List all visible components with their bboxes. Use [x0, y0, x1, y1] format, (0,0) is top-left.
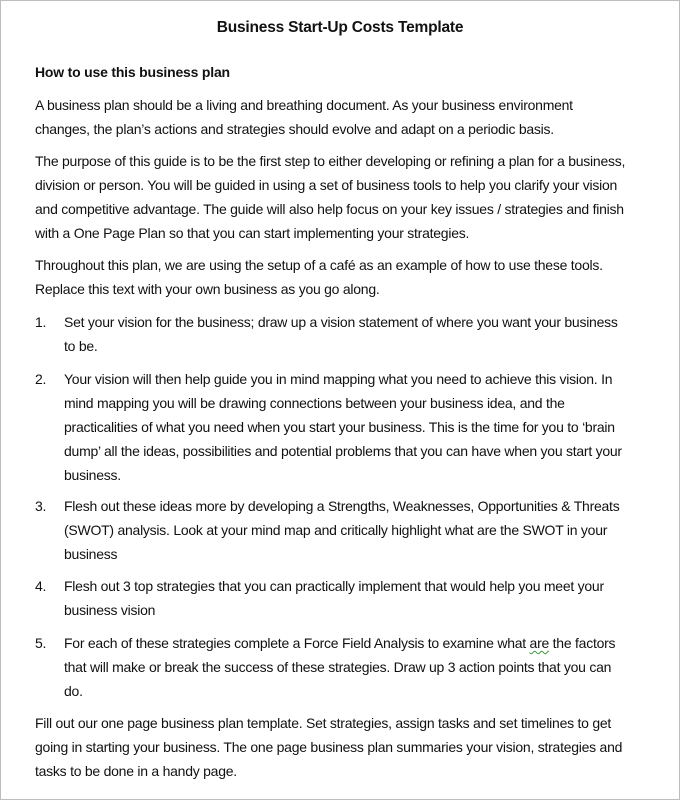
text-line: For each of these strategies complete a Force Field Analysis to examine what are the factors	[64, 635, 616, 651]
text-line: Flesh out 3 top strategies that you can practically implement that would help you meet your	[64, 578, 604, 594]
text-line: business.	[64, 467, 121, 483]
section-heading: How to use this business plan	[35, 64, 230, 80]
text-line: dump’ all the ideas, possibilities and potential problems that you can have when you start your	[64, 443, 622, 459]
text-line: (SWOT) analysis. Look at your mind map and critically highlight what are the SWOT in your	[64, 522, 608, 538]
text-line: business vision	[64, 602, 156, 618]
text-line: do.	[64, 683, 83, 699]
paragraph-intro	[35, 93, 665, 141]
text-line: tasks to be done in a handy page.	[35, 763, 237, 779]
paragraph-example	[35, 253, 665, 301]
text-line: that will make or break the success of these strategies. Draw up 3 action points that you can	[64, 659, 612, 675]
text-line: Fill out our one page business plan template. Set strategies, assign tasks and set timelines to get	[35, 715, 612, 731]
paragraph-closing	[35, 711, 665, 783]
grammar-check-squiggle[interactable]: are	[529, 635, 550, 651]
text-line: to be.	[64, 338, 98, 354]
paragraph-purpose	[35, 149, 665, 245]
text-line: The purpose of this guide is to be the first step to either developing or refining a plan for a business,	[35, 153, 626, 169]
text-line: mind mapping you will be drawing connections between your business idea, and the	[64, 395, 565, 411]
text-line: A business plan should be a living and breathing document. As your business environment	[35, 97, 573, 113]
text-line: Throughout this plan, we are using the setup of a café as an example of how to use these tools.	[35, 257, 603, 273]
list-number: 3.	[35, 498, 47, 514]
text-line: division or person. You will be guided in using a set of business tools to help you clarify your vision	[35, 177, 618, 193]
text-line: with a One Page Plan so that you can start implementing your strategies.	[35, 225, 470, 241]
text-line: changes, the plan’s actions and strategies should evolve and adapt on a periodic basis.	[35, 121, 554, 137]
text-line: Your vision will then help guide you in mind mapping what you need to achieve this vision. In	[64, 371, 613, 387]
document-title: Business Start-Up Costs Template	[216, 19, 464, 36]
text-line: Flesh out these ideas more by developing a Strengths, Weaknesses, Opportunities & Threats	[64, 498, 620, 514]
text-line: Replace this text with your own business as you go along.	[35, 281, 380, 297]
text-line: Set your vision for the business; draw up a vision statement of where you want your business	[64, 314, 618, 330]
text-line: practicalities of what you need when you start your business. This is the time for you to ‘brain	[64, 419, 615, 435]
text-line: and competitive advantage. The guide will also help focus on your key issues / strategies and finish	[35, 201, 624, 217]
list-number: 2.	[35, 371, 47, 387]
list-number: 1.	[35, 314, 47, 330]
text-line: going in starting your business. The one page business plan summaries your vision, strategies and	[35, 739, 623, 755]
list-number: 5.	[35, 635, 47, 651]
text-line: business	[64, 546, 118, 562]
list-number: 4.	[35, 578, 47, 594]
